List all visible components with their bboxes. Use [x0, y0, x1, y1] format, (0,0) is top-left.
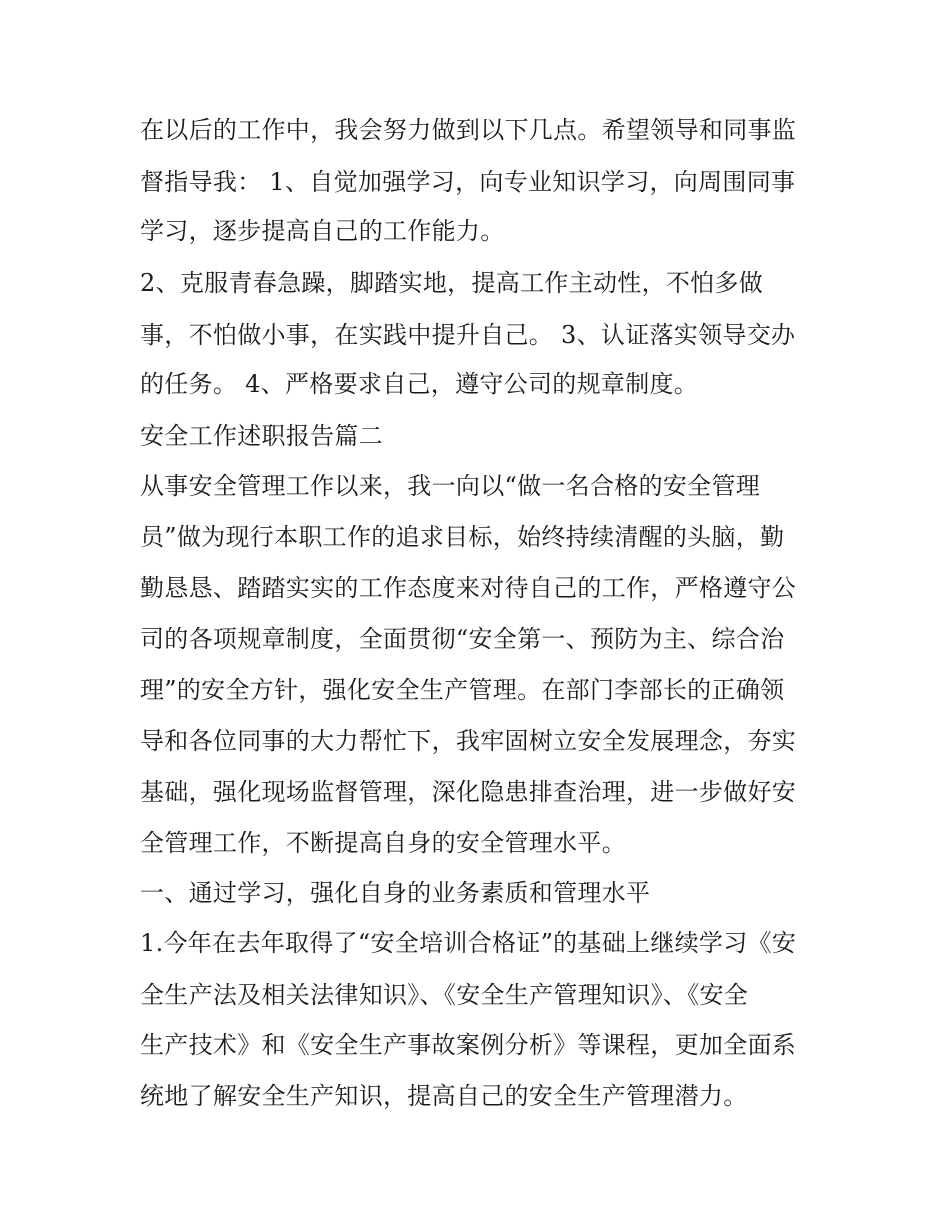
- text-line: 全生产法及相关法律知识》、《安全生产管理知识》、《安全: [140, 981, 749, 1009]
- text-line: 勤恳恳、踏踏实实的工作态度来对待自己的工作，严格遵守公: [140, 574, 797, 602]
- text-line: 2、克服青春急躁，脚踏实地，提高工作主动性，不怕多做: [140, 269, 764, 297]
- text-line: 统地了解安全生产知识，提高自己的安全生产管理潜力。: [140, 1082, 748, 1110]
- subsection-heading: 一、通过学习，强化自身的业务素质和管理水平: [140, 879, 651, 907]
- text-line: 导和各位同事的大力帮忙下，我牢固树立安全发展理念，夯实: [140, 727, 797, 755]
- section-heading: 安全工作述职报告篇二: [140, 422, 383, 450]
- text-line: 基础，强化现场监督管理，深化隐患排查治理，进一步做好安: [140, 778, 797, 806]
- text-line: 在以后的工作中，我会努力做到以下几点。希望领导和同事监: [140, 116, 797, 144]
- text-line: 1.今年在去年取得了“安全培训合格证”的基础上继续学习《安: [140, 929, 797, 957]
- text-line: 员”做为现行本职工作的追求目标，始终持续清醒的头脑，勤: [140, 523, 785, 551]
- text-line: 全管理工作，不断提高自身的安全管理水平。: [140, 829, 626, 857]
- text-line: 生产技术》和《安全生产事故案例分析》等课程，更加全面系: [140, 1031, 797, 1059]
- text-line: 理”的安全方针，强化安全生产管理。在部门李部长的正确领: [140, 676, 785, 704]
- text-line: 督指导我： 1、自觉加强学习，向专业知识学习，向周围同事: [140, 168, 796, 196]
- text-line: 从事安全管理工作以来，我一向以“做一名合格的安全管理: [140, 472, 761, 500]
- text-line: 司的各项规章制度，全面贯彻“安全第一、预防为主、综合治: [140, 625, 785, 653]
- text-line: 学习，逐步提高自己的工作能力。: [140, 217, 505, 245]
- text-line: 事，不怕做小事，在实践中提升自己。 3、认证落实领导交办: [140, 321, 796, 349]
- text-line: 的任务。 4、严格要求自己，遵守公司的规章制度。: [140, 370, 699, 398]
